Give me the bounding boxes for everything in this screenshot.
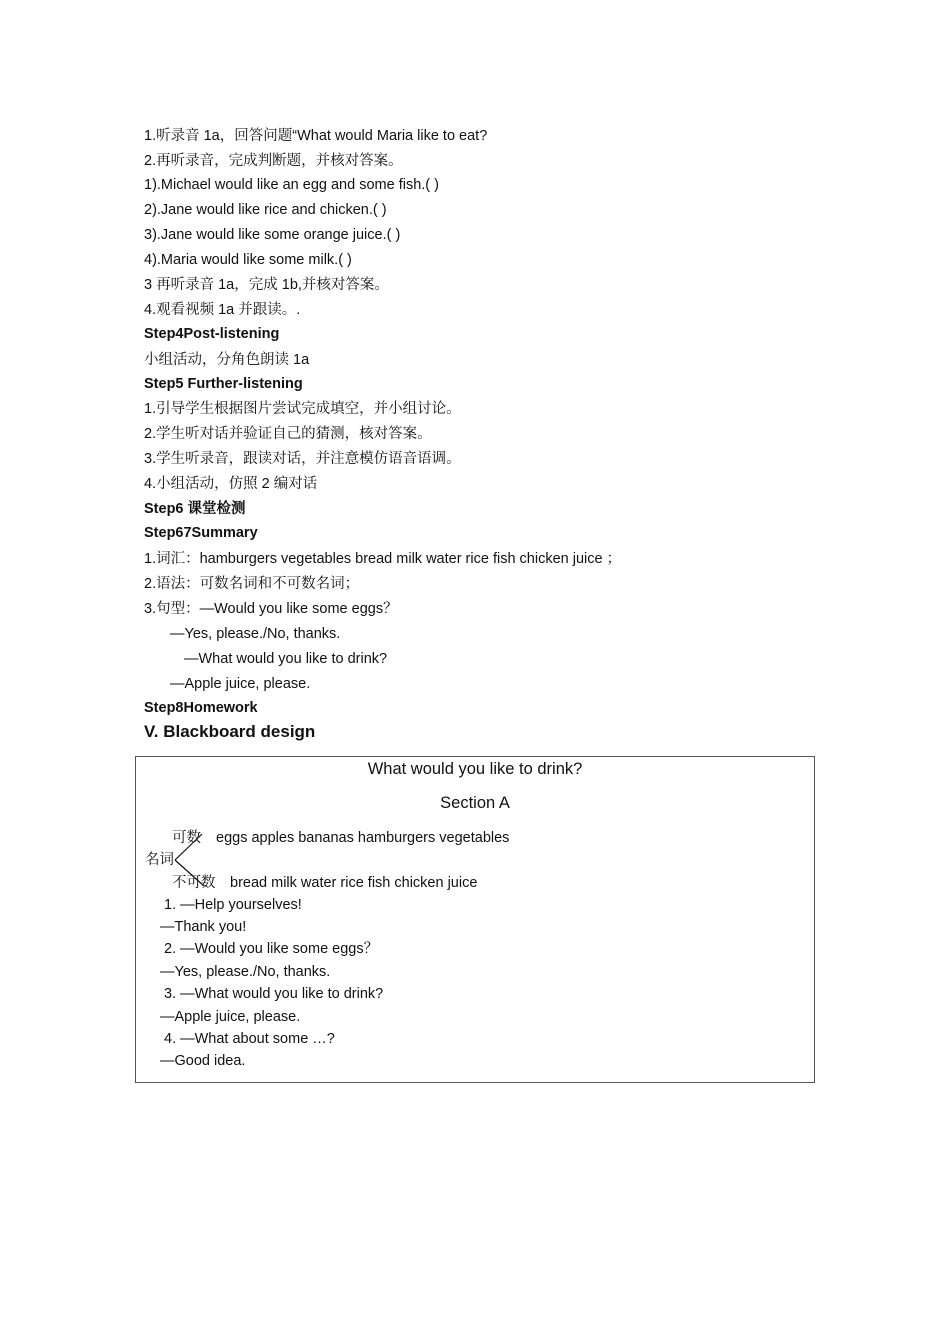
text-line: 2.再听录音，完成判断题，并核对答案。: [144, 153, 403, 169]
text-line: 1.听录音 1a，回答问题“What would Maria like to eat?: [144, 128, 488, 144]
dialogue-line: —Thank you!: [160, 919, 247, 935]
text-line: —Yes, please./No, thanks.: [170, 626, 341, 642]
text-line: 1).Michael would like an egg and some fish.( ): [144, 177, 439, 193]
text-line: 2.语法：可数名词和不可数名词；: [144, 576, 360, 592]
text-line: 4.小组活动，仿照 2 编对话: [144, 476, 318, 492]
text-line: 3 再听录音 1a，完成 1b,并核对答案。: [144, 277, 389, 293]
text-line: 2).Jane would like rice and chicken.( ): [144, 202, 387, 218]
step-heading: Step8Homework: [144, 700, 258, 716]
text-line: 1.词汇：hamburgers vegetables bread milk water rice fish chicken juice ；: [144, 551, 622, 567]
dialogue-line: 4. —What about some …?: [164, 1031, 335, 1047]
bracket-icon: [172, 830, 212, 890]
countable-words: eggs apples bananas hamburgers vegetables: [216, 830, 510, 846]
text-line: 小组活动，分角色朗读 1a: [144, 352, 310, 368]
uncountable-words: bread milk water rice fish chicken juice: [230, 875, 478, 891]
dialogue-line: —Yes, please./No, thanks.: [160, 964, 331, 980]
text-line: 3.句型：—Would you like some eggs？: [144, 601, 398, 617]
section-heading: V. Blackboard design: [144, 722, 316, 741]
text-line: 4.观看视频 1a 并跟读。.: [144, 302, 301, 318]
dialogue-line: 3. —What would you like to drink?: [164, 986, 384, 1002]
text-line: 3.学生听录音，跟读对话，并注意模仿语音语调。: [144, 451, 461, 467]
text-line: 1.引导学生根据图片尝试完成填空，并小组讨论。: [144, 401, 461, 417]
dialogue-line: —Good idea.: [160, 1053, 246, 1069]
board-title: What would you like to drink?: [367, 760, 583, 778]
blackboard-box: [135, 756, 815, 1083]
step-heading: Step67Summary: [144, 525, 258, 541]
dialogue-line: —Apple juice, please.: [160, 1009, 301, 1025]
uncountable-label: 不可数: [172, 875, 216, 891]
countable-label: 可数: [172, 830, 201, 846]
text-line: 2.学生听对话并验证自己的猜测，核对答案。: [144, 426, 432, 442]
step-heading: Step5 Further-listening: [144, 376, 303, 392]
board-subtitle: Section A: [440, 794, 510, 812]
step-heading: Step6 课堂检测: [144, 501, 246, 517]
text-line: —What would you like to drink?: [184, 651, 388, 667]
text-line: 3).Jane would like some orange juice.( ): [144, 227, 401, 243]
text-line: 4).Maria would like some milk.( ): [144, 252, 352, 268]
dialogue-line: 1. —Help yourselves!: [164, 897, 302, 913]
text-line: —Apple juice, please.: [170, 676, 311, 692]
step-heading: Step4Post-listening: [144, 326, 280, 342]
dialogue-line: 2. —Would you like some eggs？: [164, 941, 379, 957]
noun-label: 名词: [145, 852, 174, 868]
